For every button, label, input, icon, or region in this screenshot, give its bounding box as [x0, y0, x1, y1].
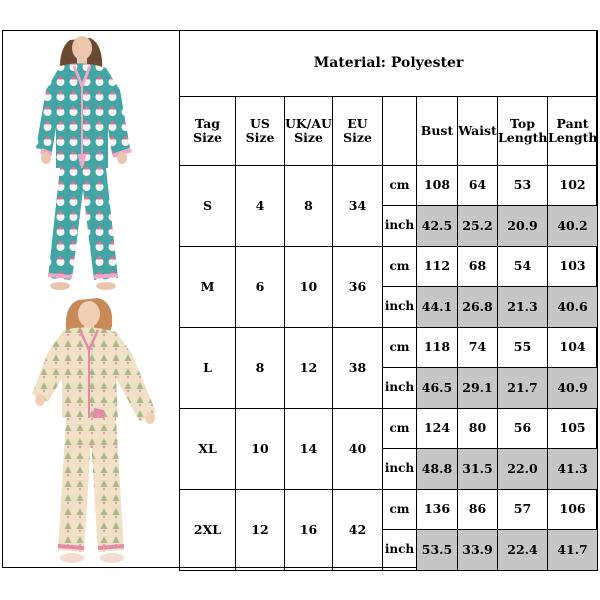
- top-length-inch-cell: 21.7: [498, 368, 548, 409]
- table-row: [180, 247, 598, 287]
- product-photos: [2, 30, 179, 568]
- header-waist: Waist: [458, 97, 498, 166]
- cream-christmas-tree-print-pajama-set: [32, 298, 156, 563]
- unit-inch-label: inch: [383, 206, 417, 247]
- unit-cm-label: cm: [383, 247, 417, 287]
- bust-inch-cell: 42.5: [417, 206, 458, 247]
- bust-inch-cell: 44.1: [417, 287, 458, 328]
- eu-size-cell: 36: [333, 247, 383, 328]
- waist-cm-cell: 68: [458, 247, 498, 287]
- table-row: [180, 328, 598, 368]
- bust-cm-cell: 136: [417, 490, 458, 530]
- waist-inch-cell: 25.2: [458, 206, 498, 247]
- pant-length-cm-cell: 104: [548, 328, 598, 368]
- pant-length-cm-cell: 105: [548, 409, 598, 449]
- pant-length-inch-cell: 41.3: [548, 449, 598, 490]
- us-size-cell: 6: [236, 247, 285, 328]
- header-us-size: US Size: [236, 97, 285, 166]
- unit-inch-label: inch: [383, 287, 417, 328]
- waist-inch-cell: 33.9: [458, 530, 498, 571]
- pant-length-inch-cell: 40.6: [548, 287, 598, 328]
- tag-size-cell: M: [180, 247, 236, 328]
- unit-cm-label: cm: [383, 328, 417, 368]
- us-size-cell: 10: [236, 409, 285, 490]
- us-size-cell: 4: [236, 166, 285, 247]
- unit-cm-label: cm: [383, 166, 417, 206]
- table-row: [180, 490, 598, 530]
- eu-size-cell: 40: [333, 409, 383, 490]
- top-length-cm-cell: 55: [498, 328, 548, 368]
- header-eu-size: EU Size: [333, 97, 383, 166]
- unit-inch-label: inch: [383, 530, 417, 571]
- bust-cm-cell: 124: [417, 409, 458, 449]
- top-length-inch-cell: 22.0: [498, 449, 548, 490]
- material-title: Material: Polyester: [180, 31, 598, 97]
- header-row: [180, 97, 598, 166]
- teal-santa-print-pajama-set: [36, 36, 132, 290]
- waist-cm-cell: 80: [458, 409, 498, 449]
- unit-inch-label: inch: [383, 449, 417, 490]
- waist-inch-cell: 29.1: [458, 368, 498, 409]
- top-length-cm-cell: 53: [498, 166, 548, 206]
- pant-length-cm-cell: 106: [548, 490, 598, 530]
- bust-cm-cell: 118: [417, 328, 458, 368]
- bust-cm-cell: 112: [417, 247, 458, 287]
- size-chart-table: [179, 30, 598, 571]
- eu-size-cell: 38: [333, 328, 383, 409]
- top-length-inch-cell: 22.4: [498, 530, 548, 571]
- top-length-cm-cell: 57: [498, 490, 548, 530]
- bust-inch-cell: 48.8: [417, 449, 458, 490]
- us-size-cell: 12: [236, 490, 285, 571]
- tag-size-cell: XL: [180, 409, 236, 490]
- top-length-inch-cell: 21.3: [498, 287, 548, 328]
- pant-length-cm-cell: 103: [548, 247, 598, 287]
- pant-length-inch-cell: 41.7: [548, 530, 598, 571]
- waist-inch-cell: 31.5: [458, 449, 498, 490]
- tag-size-cell: 2XL: [180, 490, 236, 571]
- bust-inch-cell: 53.5: [417, 530, 458, 571]
- eu-size-cell: 34: [333, 166, 383, 247]
- header-unit: [383, 97, 417, 166]
- uk-au-size-cell: 16: [285, 490, 333, 571]
- title-row: [180, 31, 598, 97]
- waist-cm-cell: 74: [458, 328, 498, 368]
- unit-inch-label: inch: [383, 368, 417, 409]
- waist-cm-cell: 86: [458, 490, 498, 530]
- header-tag-size: Tag Size: [180, 97, 236, 166]
- header-top-length: Top Length: [498, 97, 548, 166]
- tag-size-cell: S: [180, 166, 236, 247]
- pant-length-inch-cell: 40.9: [548, 368, 598, 409]
- uk-au-size-cell: 12: [285, 328, 333, 409]
- header-pant-length: Pant Length: [548, 97, 598, 166]
- table-row: [180, 166, 598, 206]
- bust-cm-cell: 108: [417, 166, 458, 206]
- us-size-cell: 8: [236, 328, 285, 409]
- pant-length-inch-cell: 40.2: [548, 206, 598, 247]
- unit-cm-label: cm: [383, 409, 417, 449]
- tag-size-cell: L: [180, 328, 236, 409]
- header-uk-au-size: UK/AU Size: [285, 97, 333, 166]
- uk-au-size-cell: 10: [285, 247, 333, 328]
- waist-cm-cell: 64: [458, 166, 498, 206]
- uk-au-size-cell: 14: [285, 409, 333, 490]
- uk-au-size-cell: 8: [285, 166, 333, 247]
- bust-inch-cell: 46.5: [417, 368, 458, 409]
- unit-cm-label: cm: [383, 490, 417, 530]
- header-bust: Bust: [417, 97, 458, 166]
- table-row: [180, 409, 598, 449]
- waist-inch-cell: 26.8: [458, 287, 498, 328]
- eu-size-cell: 42: [333, 490, 383, 571]
- pant-length-cm-cell: 102: [548, 166, 598, 206]
- top-length-cm-cell: 56: [498, 409, 548, 449]
- top-length-inch-cell: 20.9: [498, 206, 548, 247]
- top-length-cm-cell: 54: [498, 247, 548, 287]
